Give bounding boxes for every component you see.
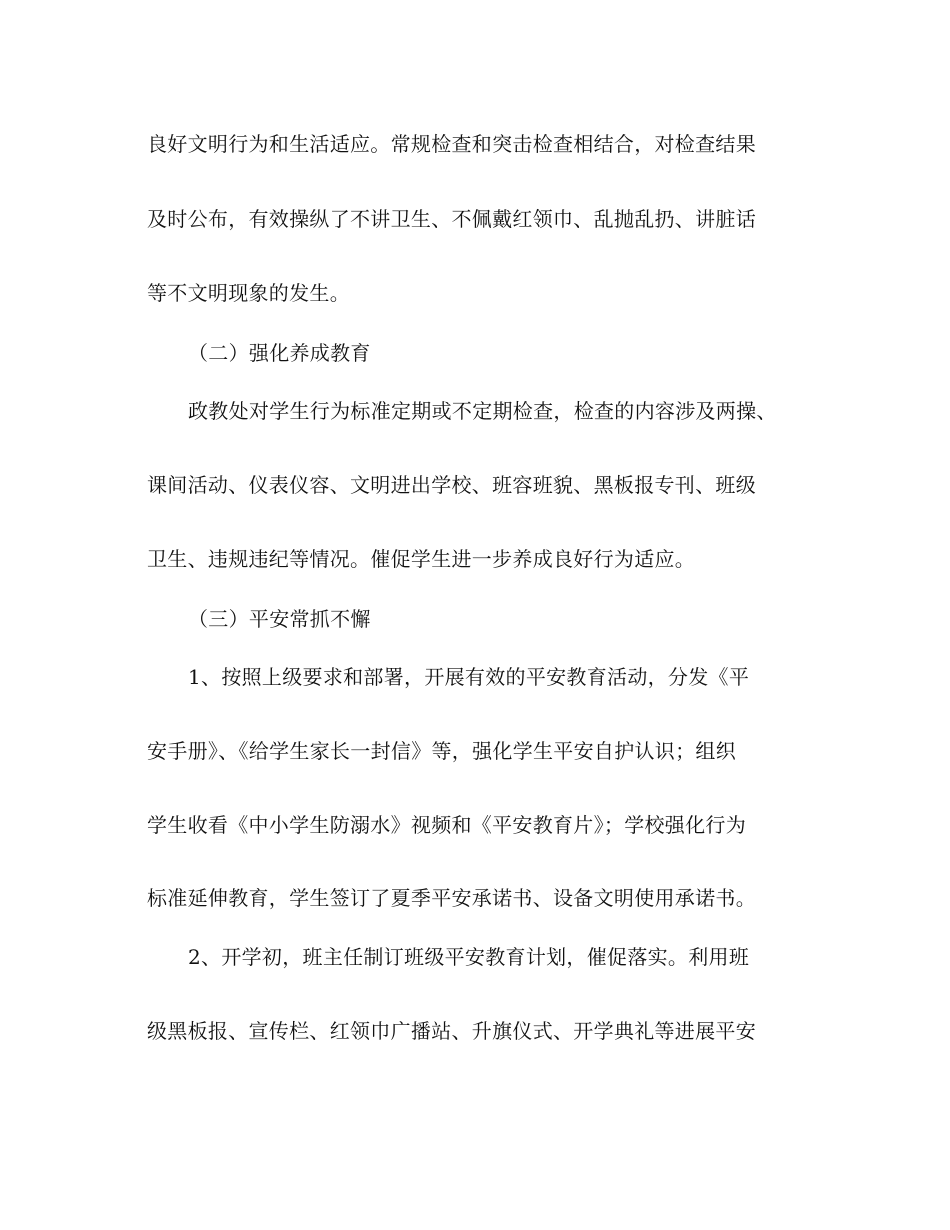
paragraph-line: 学生收看《中小学生防溺水》视频和《平安教育片》；学校强化行为 <box>147 813 746 837</box>
paragraph-line: 良好文明行为和生活适应。常规检查和突击检查相结合，对检查结果 <box>147 132 756 156</box>
paragraph-line: 标准延伸教育，学生签订了夏季平安承诺书、设备文明使用承诺书。 <box>147 886 756 910</box>
section-heading: （三）平安常抓不懈 <box>188 607 371 631</box>
paragraph-line: 课间活动、仪表仪容、文明进出学校、班容班貌、黑板报专刊、班级 <box>147 473 756 497</box>
paragraph-line: 安手册》、《给学生家长一封信》等，强化学生平安自护认识；组织 <box>147 739 736 763</box>
paragraph-line: 等不文明现象的发生。 <box>147 281 350 305</box>
paragraph-line: 2、开学初，班主任制订班级平安教育计划，催促落实。利用班 <box>188 945 750 969</box>
paragraph-line: 卫生、违规违纪等情况。催促学生进一步养成良好行为适应。 <box>147 547 696 571</box>
paragraph-line: 政教处对学生行为标准定期或不定期检查，检查的内容涉及两操、 <box>188 399 777 423</box>
paragraph-line: 1、按照上级要求和部署，开展有效的平安教育活动，分发《平 <box>188 665 750 689</box>
paragraph-line: 级黑板报、宣传栏、红领巾广播站、升旗仪式、开学典礼等进展平安 <box>147 1019 756 1043</box>
section-heading: （二）强化养成教育 <box>188 341 371 365</box>
paragraph-line: 及时公布，有效操纵了不讲卫生、不佩戴红领巾、乱抛乱扔、讲脏话 <box>147 207 756 231</box>
